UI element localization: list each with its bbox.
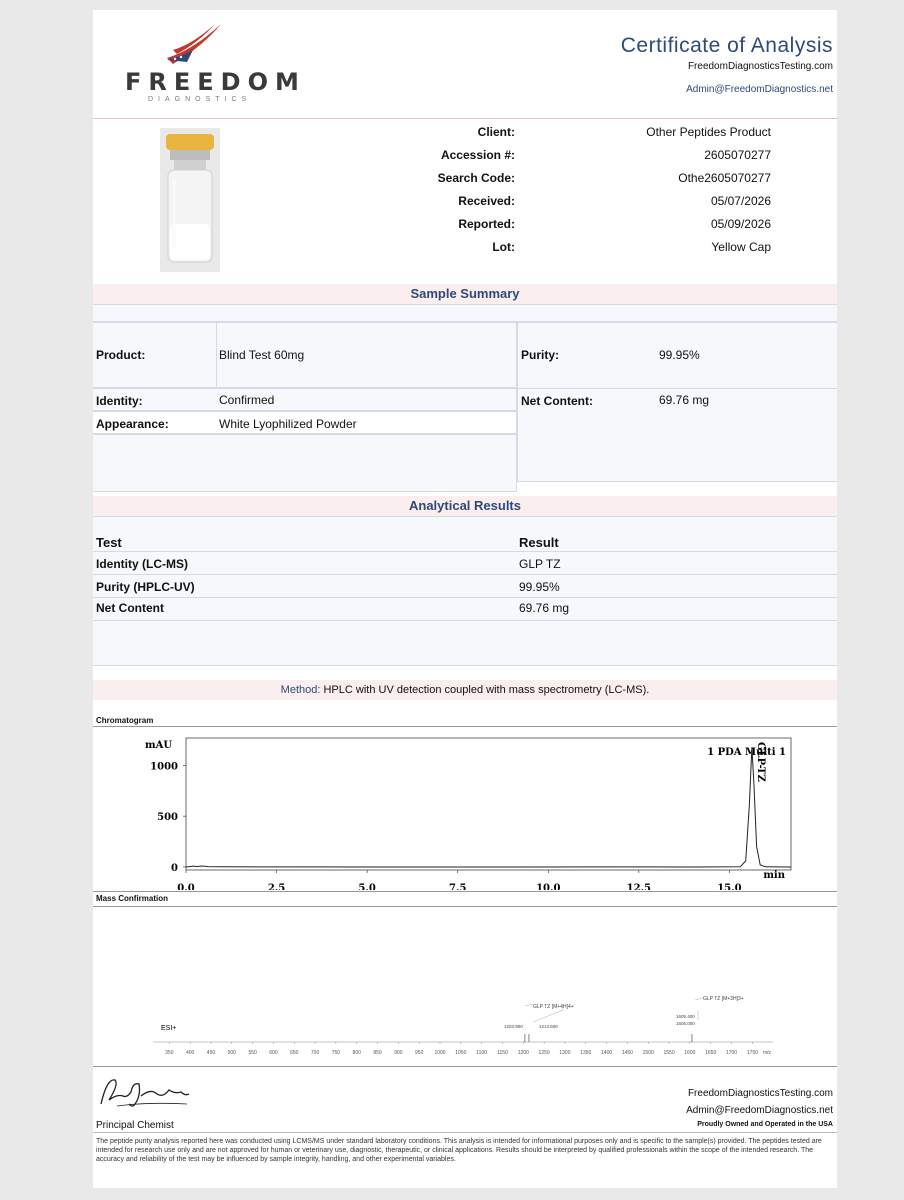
chromatogram-x-unit: min [763,870,785,881]
sample-summary-header: Sample Summary [93,284,837,304]
mass-mode-label: ESI+ [161,1025,177,1032]
footer-divider [93,1132,837,1133]
results-rule-4 [93,620,837,621]
mass-x-tick-label: 1050 [455,1050,467,1056]
purity-label: Purity: [521,348,560,362]
mass-peak1-b: 1213.600 [539,1024,558,1029]
product-label: Product: [96,348,146,362]
header-divider [93,118,837,119]
purity-value: 99.95% [659,348,700,362]
test-row-2: Purity (HPLC-UV) [96,580,195,594]
chromatogram-x-tick-label: 12.5 [626,883,652,890]
footer-tagline: Proudly Owned and Operated in the USA [697,1121,833,1128]
client-info [345,123,775,263]
chromatogram-y-tick-label: 500 [157,812,178,824]
mass-x-tick-label: 1500 [642,1050,654,1056]
client-value: Other Peptides Product [646,125,771,139]
mass-frame-top [93,906,837,907]
mass-x-tick-label: 400 [185,1050,195,1056]
mass-x-tick-label: 850 [373,1050,382,1056]
mass-x-tick-label: 1250 [538,1050,550,1056]
search-code-label: Search Code: [437,171,515,185]
analytical-table [93,516,837,666]
chromatogram-series-line [186,747,791,867]
analytical-results-header: Analytical Results [93,496,837,516]
chromatogram-x-tick-label: 5.0 [358,883,376,890]
summary-blank-cell [93,434,517,492]
chromatogram-x-tick-label: 10.0 [536,883,561,890]
mass-peak2-a: 1605.400 [676,1014,695,1019]
reported-label: Reported: [458,217,515,231]
mass-chart [93,970,837,1060]
mass-frame-bottom [93,1066,837,1067]
purity-divider [517,388,837,389]
identity-value: Confirmed [219,393,275,407]
chromatogram-plot-area [186,738,791,870]
signature-image [97,1074,193,1114]
col-result-header: Result [519,535,559,550]
mass-x-tick-label: 450 [206,1050,216,1056]
test-row-3: Net Content [96,601,164,615]
received-value: 05/07/2026 [710,194,771,208]
mass-peak1-label: GLP TZ [M+4H]4+ [533,1004,574,1010]
summary-spacer [93,304,837,322]
mass-x-tick-label: 600 [269,1050,278,1056]
method-text: HPLC with UV detection coupled with mass spectrometry (LC-MS). [323,684,650,696]
mass-peak1-a: 1203.900 [504,1024,523,1029]
mass-x-tick-label: 1200 [517,1050,529,1056]
appearance-label: Appearance: [96,417,169,431]
chromatogram-title: Chromatogram [96,716,154,725]
chromatogram-x-tick-label: 2.5 [267,883,286,890]
test-row-1: Identity (LC-MS) [96,557,188,571]
client-label: Client: [477,125,515,139]
chromatogram-x-tick-label: 7.5 [449,883,467,890]
identity-cell [93,388,517,411]
appearance-value: White Lyophilized Powder [219,417,357,431]
col-test-header: Test [96,535,122,550]
chromatogram-peak-label: GLP-TZ [755,742,767,782]
mass-x-tick-label: 500 [227,1050,236,1056]
results-rule-1 [93,551,837,552]
chromatogram-chart [93,728,837,890]
mass-x-tick-label: 1450 [621,1050,633,1056]
mass-x-tick-label: 950 [415,1050,424,1056]
mass-x-tick-label: 1550 [663,1050,675,1056]
mass-x-tick-label: 800 [352,1050,361,1056]
mass-x-tick-label: 1350 [580,1050,592,1056]
certificate-page [93,10,837,1188]
logo-subtitle: DIAGNOSTICS [148,96,252,103]
disclaimer-text: The peptide purity analysis reported here was conducted using LCMS/MS under standard laboratory conditions. This analysis is intended for informational purposes only and is specific to the sample(s) provided. The peptides tested are intended for research use only and are not approved for human or veterinary use, diagnostic, therapeutic, or clinical applications. Results should be interpreted by qualified professionals within the scope of the intended research. The accuracy and reliability of the test may be influenced by sample integrity, handling, and other experimental variables. [96,1138,822,1163]
page-title: Certificate of Analysis [620,34,833,57]
result-row-3: 69.76 mg [519,601,570,615]
mass-x-tick-label: 1000 [434,1050,446,1056]
net-content-label: Net Content: [521,394,593,408]
signature-role: Principal Chemist [96,1120,174,1131]
mass-x-tick-label: 1650 [705,1050,717,1056]
header-website[interactable]: FreedomDiagnosticsTesting.com [687,61,833,72]
chromatogram-x-tick-label: 0.0 [177,883,195,890]
mass-peak2-b: 1605.000 [676,1021,695,1026]
lot-value: Yellow Cap [711,240,771,254]
mass-x-tick-label: 1100 [476,1050,488,1056]
reported-value: 05/09/2026 [710,217,771,231]
chromatogram-y-tick-label: 0 [171,862,178,874]
result-row-2: 99.95% [519,580,560,594]
received-label: Received: [458,194,515,208]
mass-x-tick-label: 1600 [684,1050,696,1056]
logo-name: FREEDOM [125,68,306,96]
mass-x-tick-label: 1400 [601,1050,613,1056]
lot-label: Lot: [492,240,515,254]
results-rule-2 [93,574,837,575]
vial-image [160,128,220,272]
footer-email[interactable]: Admin@FreedomDiagnostics.net [686,1105,833,1116]
mass-x-tick-label: 350 [165,1050,174,1056]
footer-website[interactable]: FreedomDiagnosticsTesting.com [687,1088,833,1099]
flag-swoosh-icon [163,20,225,68]
chromatogram-y-tick-label: 1000 [150,761,178,773]
net-content-value: 69.76 mg [659,393,710,407]
identity-label: Identity: [96,394,143,408]
mass-x-tick-label: 550 [248,1050,257,1056]
chromatogram-x-tick-label: 15.0 [717,883,742,890]
mass-x-tick-label: 650 [290,1050,299,1056]
vial-icon [160,128,220,272]
results-rule-3 [93,597,837,598]
method-band [93,680,837,700]
mass-x-tick-label: 1150 [497,1050,508,1056]
result-row-1: GLP TZ [519,557,561,571]
product-value: Blind Test 60mg [219,348,305,362]
accession-value: 2605070277 [704,148,771,162]
mass-x-tick-label: 700 [310,1050,320,1056]
chromatogram-detector-label: 1 PDA Multi 1 [707,747,786,758]
method-label: Method: [280,684,321,696]
mass-peak2-leader [695,998,703,1020]
mass-x-tick-label: 900 [394,1050,403,1056]
accession-label: Accession #: [440,148,515,162]
mass-x-unit: m/z [763,1050,772,1056]
mass-x-tick-label: 1700 [725,1050,738,1056]
mass-peak2-label: GLP TZ [M+3H]3+ [703,996,744,1002]
search-code-value: Othe2605070277 [678,171,771,185]
product-cell [93,322,517,388]
chromatogram-y-unit: mAU [145,740,173,751]
mass-x-tick-label: 750 [331,1050,341,1056]
mass-title: Mass Confirmation [96,894,169,903]
mass-x-tick-label: 1750 [746,1050,758,1056]
mass-x-tick-label: 1300 [559,1050,571,1056]
header-email[interactable]: Admin@FreedomDiagnostics.net [686,84,833,95]
